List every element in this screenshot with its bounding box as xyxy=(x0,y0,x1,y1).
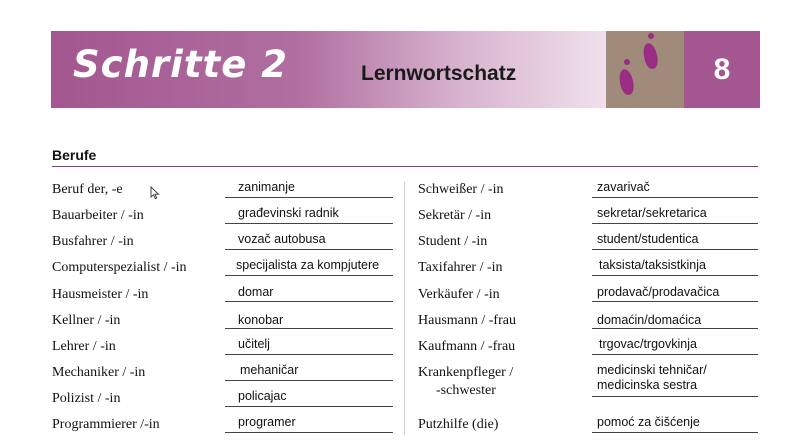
answer-line xyxy=(592,328,758,329)
vocab-answer[interactable]: zavarivač xyxy=(597,180,650,194)
vocab-term: Polizist / -in xyxy=(52,391,121,406)
answer-line xyxy=(225,249,393,250)
vocab-term: Verkäufer / -in xyxy=(418,287,500,302)
vocab-answer[interactable]: programer xyxy=(238,415,296,429)
vocab-term: Programmierer /-in xyxy=(52,417,160,432)
answer-line xyxy=(592,396,758,397)
vocab-term: Beruf der, -e xyxy=(52,182,123,197)
answer-line xyxy=(592,301,758,302)
vocab-term: Sekretär / -in xyxy=(418,208,492,223)
answer-line xyxy=(225,223,393,224)
vocab-term: Kellner / -in xyxy=(52,313,121,328)
answer-line xyxy=(225,406,393,407)
vocab-term: Putzhilfe (die) xyxy=(418,417,499,432)
vocab-term: Kaufmann / -frau xyxy=(418,339,516,354)
vocab-answer[interactable]: sekretar/sekretarica xyxy=(597,206,707,220)
vocab-term: Krankenpfleger / xyxy=(418,365,514,380)
vocab-answer[interactable]: domaćin/domaćica xyxy=(597,313,702,327)
column-divider xyxy=(404,182,405,435)
vocab-answer[interactable]: vozač autobusa xyxy=(238,232,326,246)
answer-line xyxy=(592,354,758,355)
answer-line xyxy=(225,380,393,381)
vocab-term: Taxifahrer / -in xyxy=(418,260,503,275)
vocab-answer[interactable]: pomoć za čišćenje xyxy=(597,415,700,429)
decor-panel xyxy=(606,31,684,108)
vocab-term: Hausmeister / -in xyxy=(52,287,149,302)
chapter-badge xyxy=(684,31,760,108)
answer-line xyxy=(592,197,758,198)
mouse-cursor-icon xyxy=(150,186,160,200)
section-title: Berufe xyxy=(52,147,97,163)
vocab-answer[interactable]: domar xyxy=(238,285,274,299)
vocab-answer-continued[interactable]: medicinska sestra xyxy=(597,378,698,392)
answer-line xyxy=(225,354,393,355)
answer-line xyxy=(225,328,393,329)
vocab-answer[interactable]: zanimanje xyxy=(238,180,295,194)
vocab-term: Student / -in xyxy=(418,234,488,249)
vocab-answer[interactable]: medicinski tehničar/ xyxy=(597,363,707,377)
vocab-answer[interactable]: student/studentica xyxy=(597,232,699,246)
answer-line xyxy=(225,275,393,276)
chapter-number: 8 xyxy=(713,52,731,86)
vocab-answer[interactable]: policajac xyxy=(238,389,287,403)
section-divider xyxy=(52,166,758,167)
answer-line xyxy=(225,197,393,198)
vocab-answer[interactable]: građevinski radnik xyxy=(238,206,339,220)
vocab-term: Busfahrer / -in xyxy=(52,234,134,249)
vocab-answer[interactable]: specijalista za kompjutere xyxy=(236,258,380,272)
answer-line xyxy=(592,249,758,250)
vocab-answer[interactable]: konobar xyxy=(238,313,284,327)
answer-line xyxy=(225,301,393,302)
vocab-answer[interactable]: taksista/taksistkinja xyxy=(599,258,706,272)
header-banner xyxy=(51,31,760,108)
vocab-answer[interactable]: trgovac/trgovkinja xyxy=(599,337,697,351)
brand-title: Schritte 2 xyxy=(73,43,288,86)
vocab-answer[interactable]: učitelj xyxy=(238,337,270,351)
vocab-term: Hausmann / -frau xyxy=(418,313,516,328)
vocab-term: Schweißer / -in xyxy=(418,182,504,197)
vocab-term: Bauarbeiter / -in xyxy=(52,208,144,223)
answer-line xyxy=(225,432,393,433)
answer-line xyxy=(592,275,758,276)
vocab-answer[interactable]: mehaničar xyxy=(240,363,299,377)
vocab-term: Mechaniker / -in xyxy=(52,365,146,380)
page-subtitle: Lernwortschatz xyxy=(361,62,517,85)
vocab-term: Computerspezialist / -in xyxy=(52,260,187,275)
answer-line xyxy=(592,223,758,224)
vocab-answer[interactable]: prodavač/prodavačica xyxy=(597,285,720,299)
answer-line xyxy=(592,432,758,433)
vocab-term: Lehrer / -in xyxy=(52,339,116,354)
vocab-term-continued: -schwester xyxy=(436,383,496,398)
